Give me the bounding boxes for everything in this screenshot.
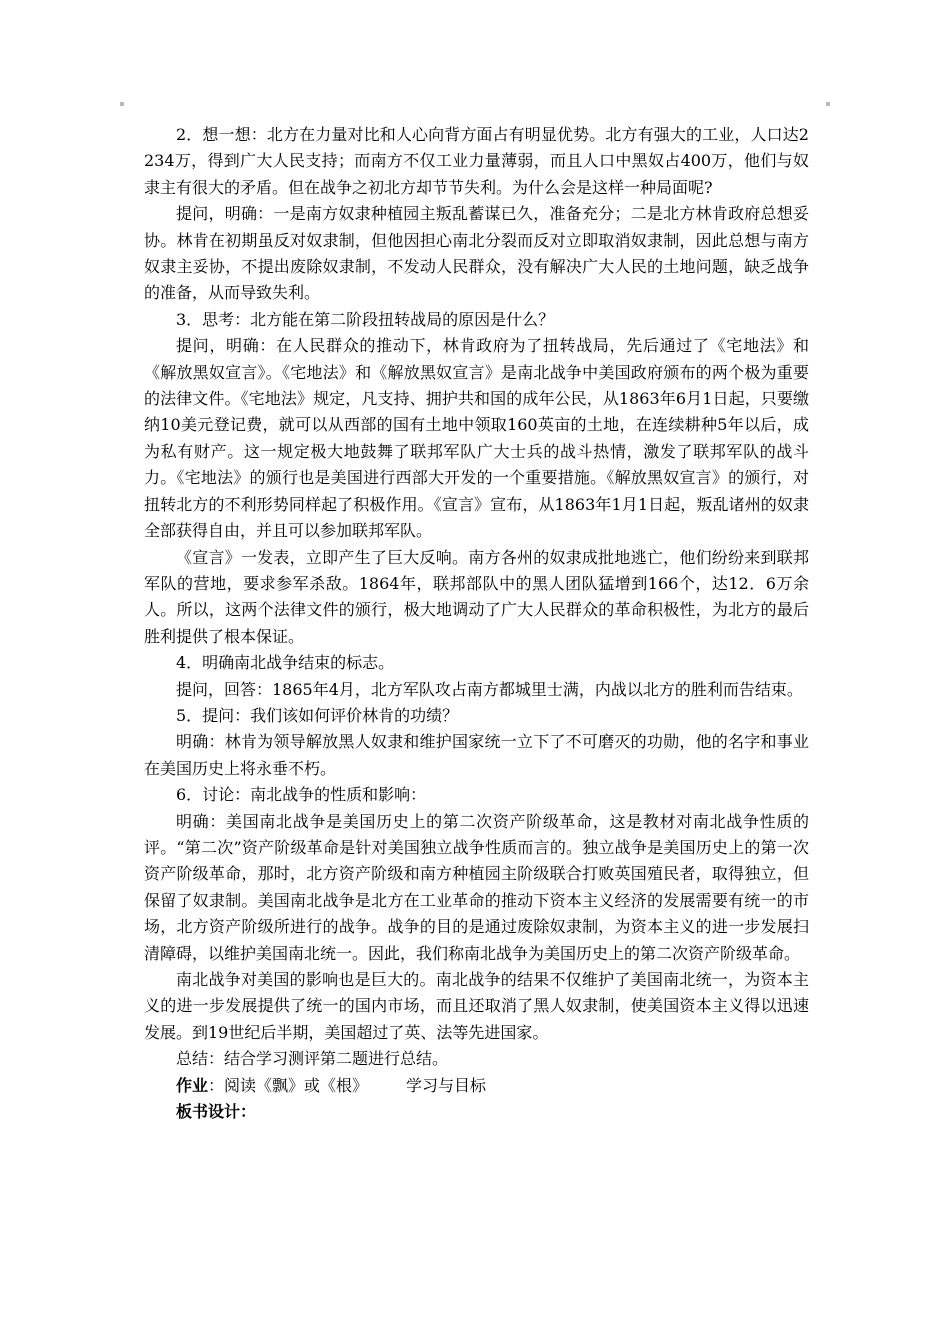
corner-mark-top-left <box>120 102 124 106</box>
paragraph-question-4: 4．明确南北战争结束的标志。 <box>176 653 395 673</box>
paragraph-answer-6-impact: 南北战争对美国的影响也是巨大的。南北战争的结果不仅维护了美国南北统一，为资本主义的进一步发展提供了统一的国内市场，而且还取消了黑人奴隶制，使美国资本主义得以迅速发展。到19世纪后半期，美国超过了英、法等先进国家。 <box>144 970 809 1042</box>
paragraph-answer-2: 提问，明确：一是南方奴隶种植园主叛乱蓄谋已久，准备充分；二是北方林肯政府总想妥协。林肯在初期虽反对奴隶制，但他因担心南北分裂而反对立即取消奴隶制，因此总想与南方奴隶主妥协，不提出废除奴隶制，不发动人民群众，没有解决广大人民的土地问题，缺乏战争的准备，从而导致失利。 <box>144 204 809 303</box>
paragraph-declaration-impact: 《宣言》一发表，立即产生了巨大反响。南方各州的奴隶成批地逃亡，他们纷纷来到联邦军队的营地，要求参军杀敌。1864年，联邦部队中的黑人团队猛增到166个，达12．6万余人。所以，这两个法律文件的颁行，极大地调动了广大人民群众的革命积极性，为北方的最后胜利提供了根本保证。 <box>144 547 809 646</box>
paragraph-discussion-6: 6．讨论：南北战争的性质和影响： <box>176 785 427 805</box>
paragraph-answer-4: 提问，回答：1865年4月，北方军队攻占南方都城里士满，内战以北方的胜利而告结束。 <box>176 679 803 699</box>
paragraph-summary: 总结：结合学习测评第二题进行总结。 <box>176 1049 449 1069</box>
board-design-label: 板书设计 <box>176 1102 241 1122</box>
homework-text: 阅读《飘》或《根》 <box>224 1075 369 1095</box>
homework-line <box>144 1073 809 1099</box>
homework-extra: 学习与目标 <box>406 1075 487 1095</box>
board-design-colon: ： <box>240 1102 257 1122</box>
paragraph-answer-3: 提问，明确：在人民群众的推动下，林肯政府为了扭转战局，先后通过了《宅地法》和《解放黑奴宣言》。《宅地法》和《解放黑奴宣言》是南北战争中美国政府颁布的两个极为重要的法律文件。《宅地法》规定，凡支持、拥护共和国的成年公民，从1863年6月1日起，只要缴纳10美元登记费，就可以从西部的国有土地中领取160英亩的土地，在连续耕种5年以后，成为私有财产。这一规定极大地鼓舞了联邦军队广大士兵的战斗热情，激发了联邦军队的战斗力。《宅地法》的颁行也是美国进行西部大开发的一个重要措施。《解放黑奴宣言》的颁行，对扭转北方的不利形势同样起了积极作用。《宣言》宣布，从1863年1月1日起，叛乱诸州的奴隶全部获得自由，并且可以参加联邦军队。 <box>144 336 809 541</box>
paragraph-question-2: 2．想一想：北方在力量对比和人心向背方面占有明显优势。北方有强大的工业，人口达2234万，得到广大人民支持；而南方不仅工业力量薄弱，而且人口中黑奴占400万，他们与奴隶主有很大的矛盾。但在战争之初北方却节节失利。为什么会是这样一种局面呢? <box>144 125 809 197</box>
paragraph-question-5: 5．提问：我们该如何评价林肯的功绩？ <box>176 705 459 725</box>
homework-colon: ： <box>208 1075 225 1095</box>
corner-mark-top-right <box>826 102 830 106</box>
board-design-line <box>144 1099 809 1125</box>
paragraph-answer-5: 明确：林肯为领导解放黑人奴隶和维护国家统一立下了不可磨灭的功勋，他的名字和事业在美国历史上将永垂不朽。 <box>144 732 809 778</box>
document-body <box>144 122 809 1125</box>
paragraph-answer-6-nature: 明确：美国南北战争是美国历史上的第二次资产阶级革命，这是教材对南北战争性质的评。“第二次”资产阶级革命是针对美国独立战争性质而言的。独立战争是美国历史上的第一次资产阶级革命，那时，北方资产阶级和南方种植园主阶级联合打败英国殖民者，取得独立，但保留了奴隶制。美国南北战争是北方在工业革命的推动下资本主义经济的发展需要有统一的市场，北方资产阶级所进行的战争。战争的目的是通过废除奴隶制，为资本主义的进一步发展扫清障碍，以维护美国南北统一。因此，我们称南北战争为美国历史上的第二次资产阶级革命。 <box>144 811 809 963</box>
paragraph-question-3: 3．思考：北方能在第二阶段扭转战局的原因是什么？ <box>176 309 555 329</box>
homework-label: 作业 <box>176 1075 209 1095</box>
